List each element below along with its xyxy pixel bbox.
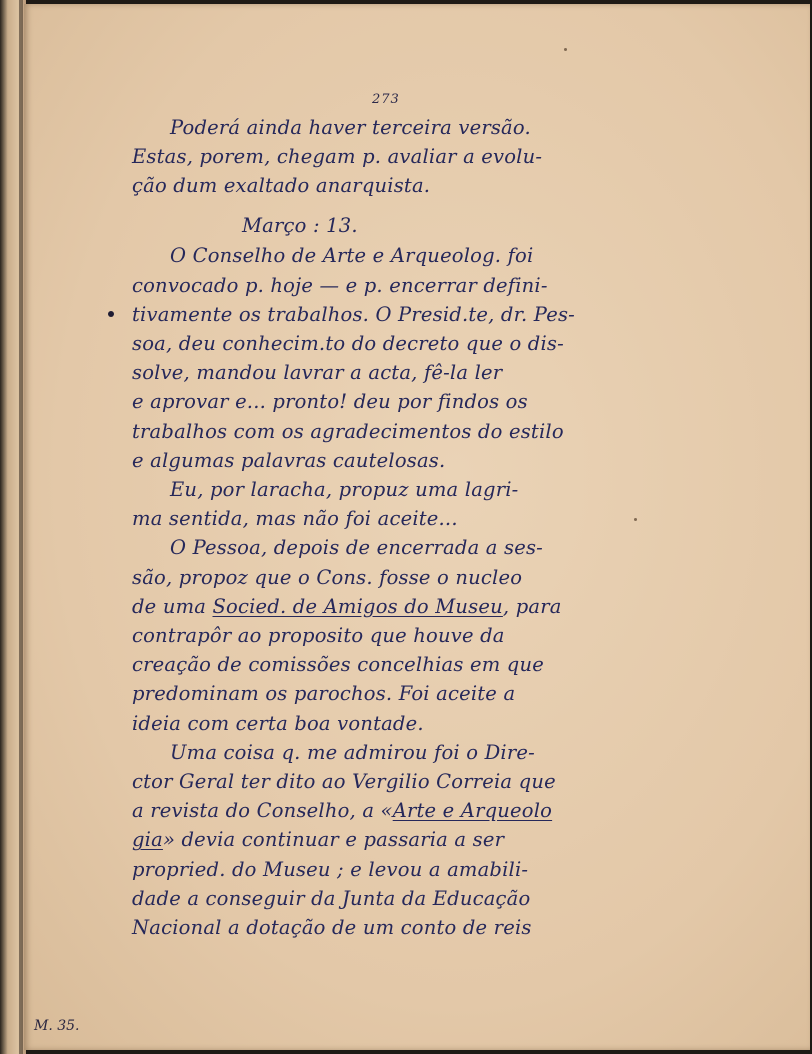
- underlined-journal-title: Arte e Arqueolo: [392, 799, 553, 823]
- margin-note: M. 35.: [34, 1018, 80, 1034]
- text-line: são, propoz que o Cons. fosse o nucleo: [132, 565, 523, 589]
- page-number: 273: [372, 92, 400, 107]
- text-line: [132, 828, 504, 851]
- text-line: [132, 595, 562, 618]
- text-line: ctor Geral ter dito ao Vergilio Correia que: [132, 770, 556, 794]
- text-line: Nacional a dotação de um conto de reis: [132, 916, 532, 940]
- text-line: Estas, porem, chegam p. avaliar a evolu-: [132, 145, 543, 169]
- text-line: convocado p. hoje — e p. encerrar defini-: [132, 273, 548, 297]
- text-line: soa, deu conhecim.to do decreto que o dis-: [132, 332, 564, 356]
- text-segment: de uma: [132, 594, 213, 618]
- text-line: O Conselho de Arte e Arqueolog. foi: [170, 244, 534, 268]
- text-segment: » devia continuar e passaria a ser: [162, 828, 505, 852]
- text-line: creação de comissões concelhias em que: [132, 653, 544, 677]
- text-line: propried. do Museu ; e levou a amabili-: [132, 857, 529, 881]
- text-line: predominam os parochos. Foi aceite a: [132, 682, 516, 706]
- text-line: Uma coisa q. me admirou foi o Dire-: [170, 740, 535, 764]
- paper-speck: [564, 48, 567, 51]
- entry-date: Março : 13.: [242, 213, 358, 237]
- text-line: dade a conseguir da Junta da Educação: [132, 886, 531, 910]
- text-line: trabalhos com os agradecimentos do estilo: [132, 419, 564, 443]
- text-line: ideia com certa boa vontade.: [132, 711, 424, 735]
- paper-speck: [634, 518, 637, 521]
- margin-bullet-mark: [108, 311, 114, 317]
- text-line: Poderá ainda haver terceira versão.: [170, 116, 531, 139]
- text-line: O Pessoa, depois de encerrada a ses-: [170, 536, 543, 560]
- underlined-journal-title-end: gia: [132, 828, 163, 852]
- text-segment: , para: [502, 594, 562, 618]
- text-line: e aprovar e... pronto! deu por findos os: [132, 390, 528, 414]
- manuscript-page: [24, 4, 810, 1050]
- text-line: ma sentida, mas não foi aceite...: [132, 507, 458, 531]
- text-line: [132, 799, 552, 822]
- text-line: tivamente os trabalhos. O Presid.te, dr. Pes-: [132, 302, 575, 326]
- text-segment: a revista do Conselho, a «: [132, 799, 393, 823]
- text-line: Eu, por laracha, propuz uma lagri-: [170, 478, 519, 502]
- text-line: ção dum exaltado anarquista.: [132, 174, 431, 198]
- underlined-society-name: Socied. de Amigos do Museu: [212, 594, 503, 618]
- text-line: e algumas palavras cautelosas.: [132, 448, 446, 472]
- text-line: contrapôr ao proposito que houve da: [132, 624, 505, 648]
- book-gutter: [19, 0, 23, 1054]
- text-line: solve, mandou lavrar a acta, fê-la ler: [132, 361, 503, 385]
